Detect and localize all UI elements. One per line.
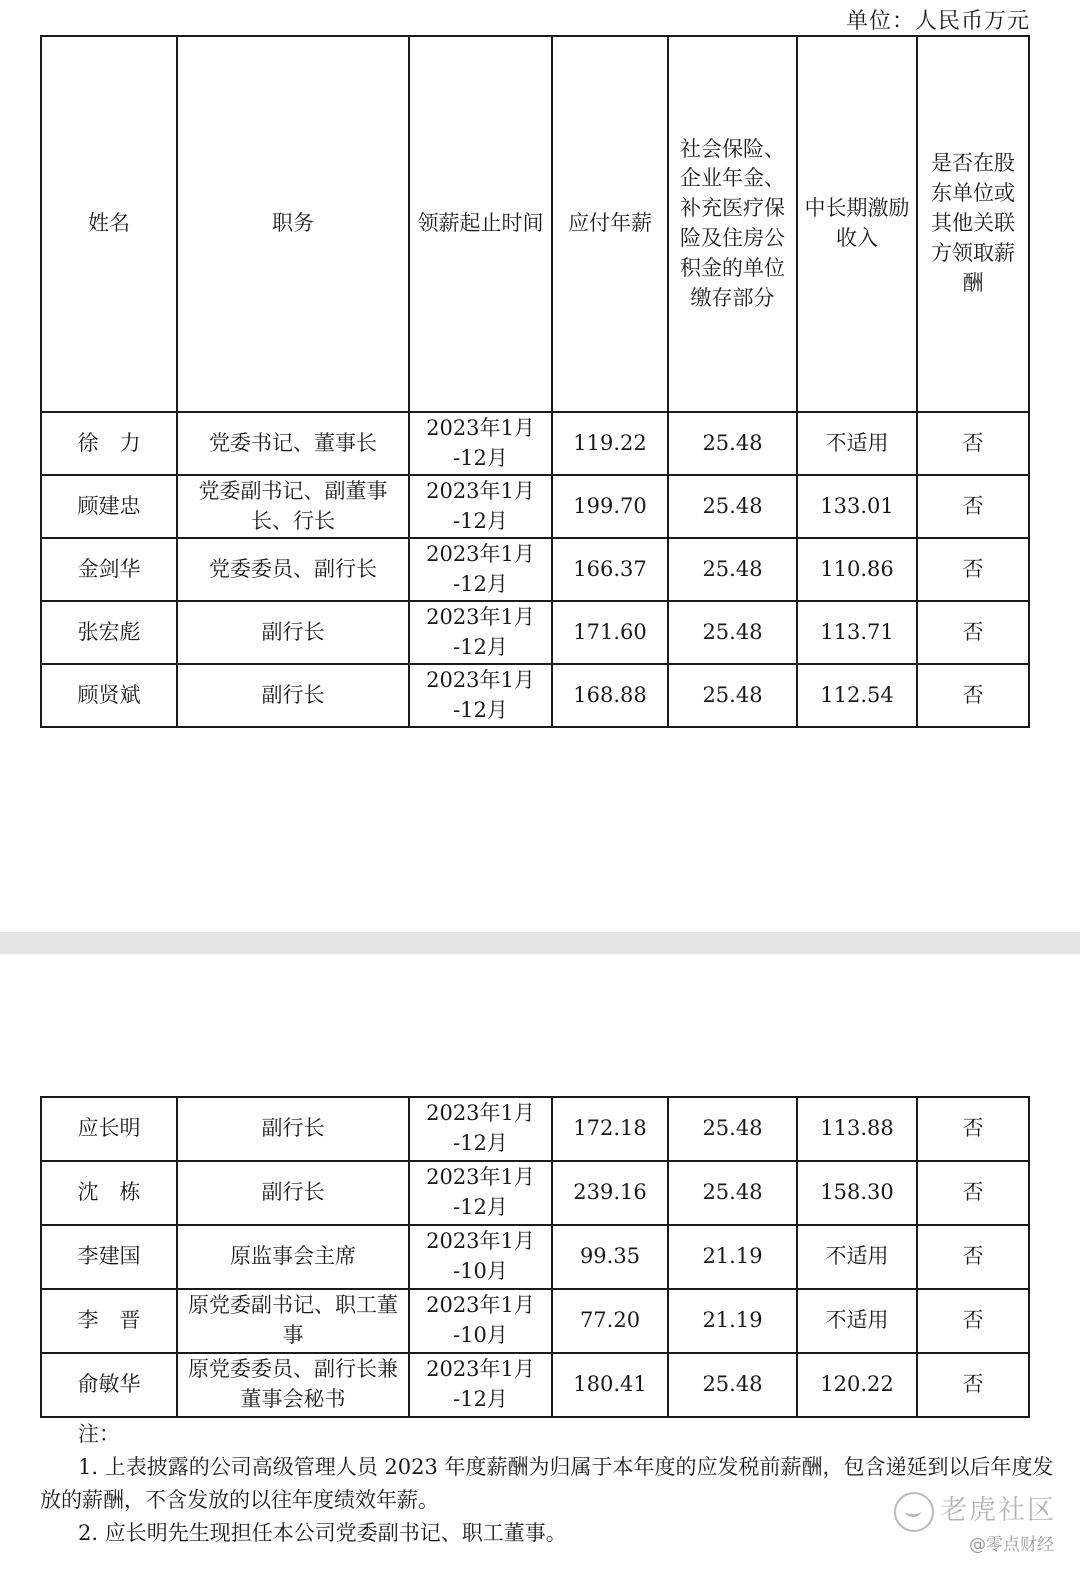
cell-position: 党委书记、董事长 <box>177 412 409 475</box>
cell-salary: 168.88 <box>552 664 668 727</box>
cell-insurance: 21.19 <box>668 1289 797 1353</box>
table-row <box>41 1161 1029 1225</box>
cell-period: 2023年1月 -12月 <box>409 412 552 475</box>
cell-incentive: 113.71 <box>797 601 917 664</box>
table-row <box>41 475 1029 538</box>
header-name: 姓名 <box>41 36 177 412</box>
table-row <box>41 601 1029 664</box>
cell-name: 金剑华 <box>41 538 177 601</box>
cell-position: 原党委委员、副行长兼董事会秘书 <box>177 1353 409 1417</box>
cell-name: 沈 栋 <box>41 1161 177 1225</box>
cell-period: 2023年1月 -12月 <box>409 475 552 538</box>
cell-related: 否 <box>917 475 1029 538</box>
header-incentive: 中长期激励收入 <box>797 36 917 412</box>
cell-name: 徐 力 <box>41 412 177 475</box>
cell-period: 2023年1月 -10月 <box>409 1289 552 1353</box>
cell-period: 2023年1月 -12月 <box>409 664 552 727</box>
header-period: 领薪起止时间 <box>409 36 552 412</box>
header-salary: 应付年薪 <box>552 36 668 412</box>
cell-insurance: 25.48 <box>668 538 797 601</box>
cell-related: 否 <box>917 1289 1029 1353</box>
cell-position: 副行长 <box>177 664 409 727</box>
watermark-sub: @零点财经 <box>969 1535 1054 1555</box>
cell-period: 2023年1月 -10月 <box>409 1225 552 1289</box>
cell-related: 否 <box>917 664 1029 727</box>
cell-incentive: 133.01 <box>797 475 917 538</box>
cell-incentive: 不适用 <box>797 1289 917 1353</box>
cell-salary: 199.70 <box>552 475 668 538</box>
cell-related: 否 <box>917 601 1029 664</box>
cell-related: 否 <box>917 538 1029 601</box>
compensation-table-page2 <box>40 1096 1030 1418</box>
watermark <box>894 1488 1056 1532</box>
cell-period: 2023年1月 -12月 <box>409 1353 552 1417</box>
cell-insurance: 25.48 <box>668 412 797 475</box>
cell-period: 2023年1月 -12月 <box>409 1097 552 1161</box>
cell-name: 李建国 <box>41 1225 177 1289</box>
tiger-community-logo-icon <box>894 1492 934 1532</box>
cell-salary: 180.41 <box>552 1353 668 1417</box>
cell-period: 2023年1月 -12月 <box>409 538 552 601</box>
header-related: 是否在股东单位或其他关联方领取薪酬 <box>917 36 1029 412</box>
notes-title: 注： <box>78 1422 120 1446</box>
header-insurance: 社会保险、企业年金、补充医疗保险及住房公积金的单位缴存部分 <box>668 36 797 412</box>
cell-insurance: 25.48 <box>668 1097 797 1161</box>
cell-position: 副行长 <box>177 601 409 664</box>
note-2: 2. 应长明先生现担任本公司党委副书记、职工董事。 <box>78 1521 567 1545</box>
cell-salary: 172.18 <box>552 1097 668 1161</box>
cell-incentive: 113.88 <box>797 1097 917 1161</box>
cell-name: 张宏彪 <box>41 601 177 664</box>
table-row <box>41 1353 1029 1417</box>
table-row <box>41 1097 1029 1161</box>
cell-insurance: 25.48 <box>668 664 797 727</box>
cell-incentive: 158.30 <box>797 1161 917 1225</box>
cell-position: 党委副书记、副董事长、行长 <box>177 475 409 538</box>
cell-salary: 77.20 <box>552 1289 668 1353</box>
cell-name: 顾贤斌 <box>41 664 177 727</box>
cell-period: 2023年1月 -12月 <box>409 1161 552 1225</box>
cell-position: 副行长 <box>177 1097 409 1161</box>
cell-period: 2023年1月 -12月 <box>409 601 552 664</box>
note-1: 1. 上表披露的公司高级管理人员 2023 年度薪酬为归属于本年度的应发税前薪酬，包含递延到以后年度发放的薪酬，不含发放的以往年度绩效年薪。 <box>40 1455 1054 1512</box>
table-row <box>41 1225 1029 1289</box>
cell-name: 李 晋 <box>41 1289 177 1353</box>
page-separator <box>0 932 1080 954</box>
cell-insurance: 25.48 <box>668 601 797 664</box>
table-row <box>41 538 1029 601</box>
cell-position: 副行长 <box>177 1161 409 1225</box>
cell-salary: 119.22 <box>552 412 668 475</box>
cell-salary: 166.37 <box>552 538 668 601</box>
table-row <box>41 664 1029 727</box>
watermark-main: 老虎社区 <box>940 1495 1056 1526</box>
table-header-row <box>41 36 1029 412</box>
cell-insurance: 21.19 <box>668 1225 797 1289</box>
cell-incentive: 不适用 <box>797 1225 917 1289</box>
cell-incentive: 不适用 <box>797 412 917 475</box>
cell-related: 否 <box>917 412 1029 475</box>
cell-related: 否 <box>917 1097 1029 1161</box>
cell-related: 否 <box>917 1353 1029 1417</box>
cell-salary: 239.16 <box>552 1161 668 1225</box>
cell-name: 应长明 <box>41 1097 177 1161</box>
cell-related: 否 <box>917 1161 1029 1225</box>
cell-position: 党委委员、副行长 <box>177 538 409 601</box>
cell-salary: 99.35 <box>552 1225 668 1289</box>
cell-incentive: 112.54 <box>797 664 917 727</box>
header-position: 职务 <box>177 36 409 412</box>
cell-salary: 171.60 <box>552 601 668 664</box>
cell-insurance: 25.48 <box>668 1353 797 1417</box>
cell-name: 顾建忠 <box>41 475 177 538</box>
cell-incentive: 110.86 <box>797 538 917 601</box>
table-row <box>41 412 1029 475</box>
cell-position: 原监事会主席 <box>177 1225 409 1289</box>
table-row <box>41 1289 1029 1353</box>
cell-related: 否 <box>917 1225 1029 1289</box>
cell-name: 俞敏华 <box>41 1353 177 1417</box>
cell-incentive: 120.22 <box>797 1353 917 1417</box>
unit-label: 单位：人民币万元 <box>845 9 1030 34</box>
cell-position: 原党委副书记、职工董事 <box>177 1289 409 1353</box>
compensation-table-page1 <box>40 35 1030 728</box>
cell-insurance: 25.48 <box>668 1161 797 1225</box>
cell-insurance: 25.48 <box>668 475 797 538</box>
